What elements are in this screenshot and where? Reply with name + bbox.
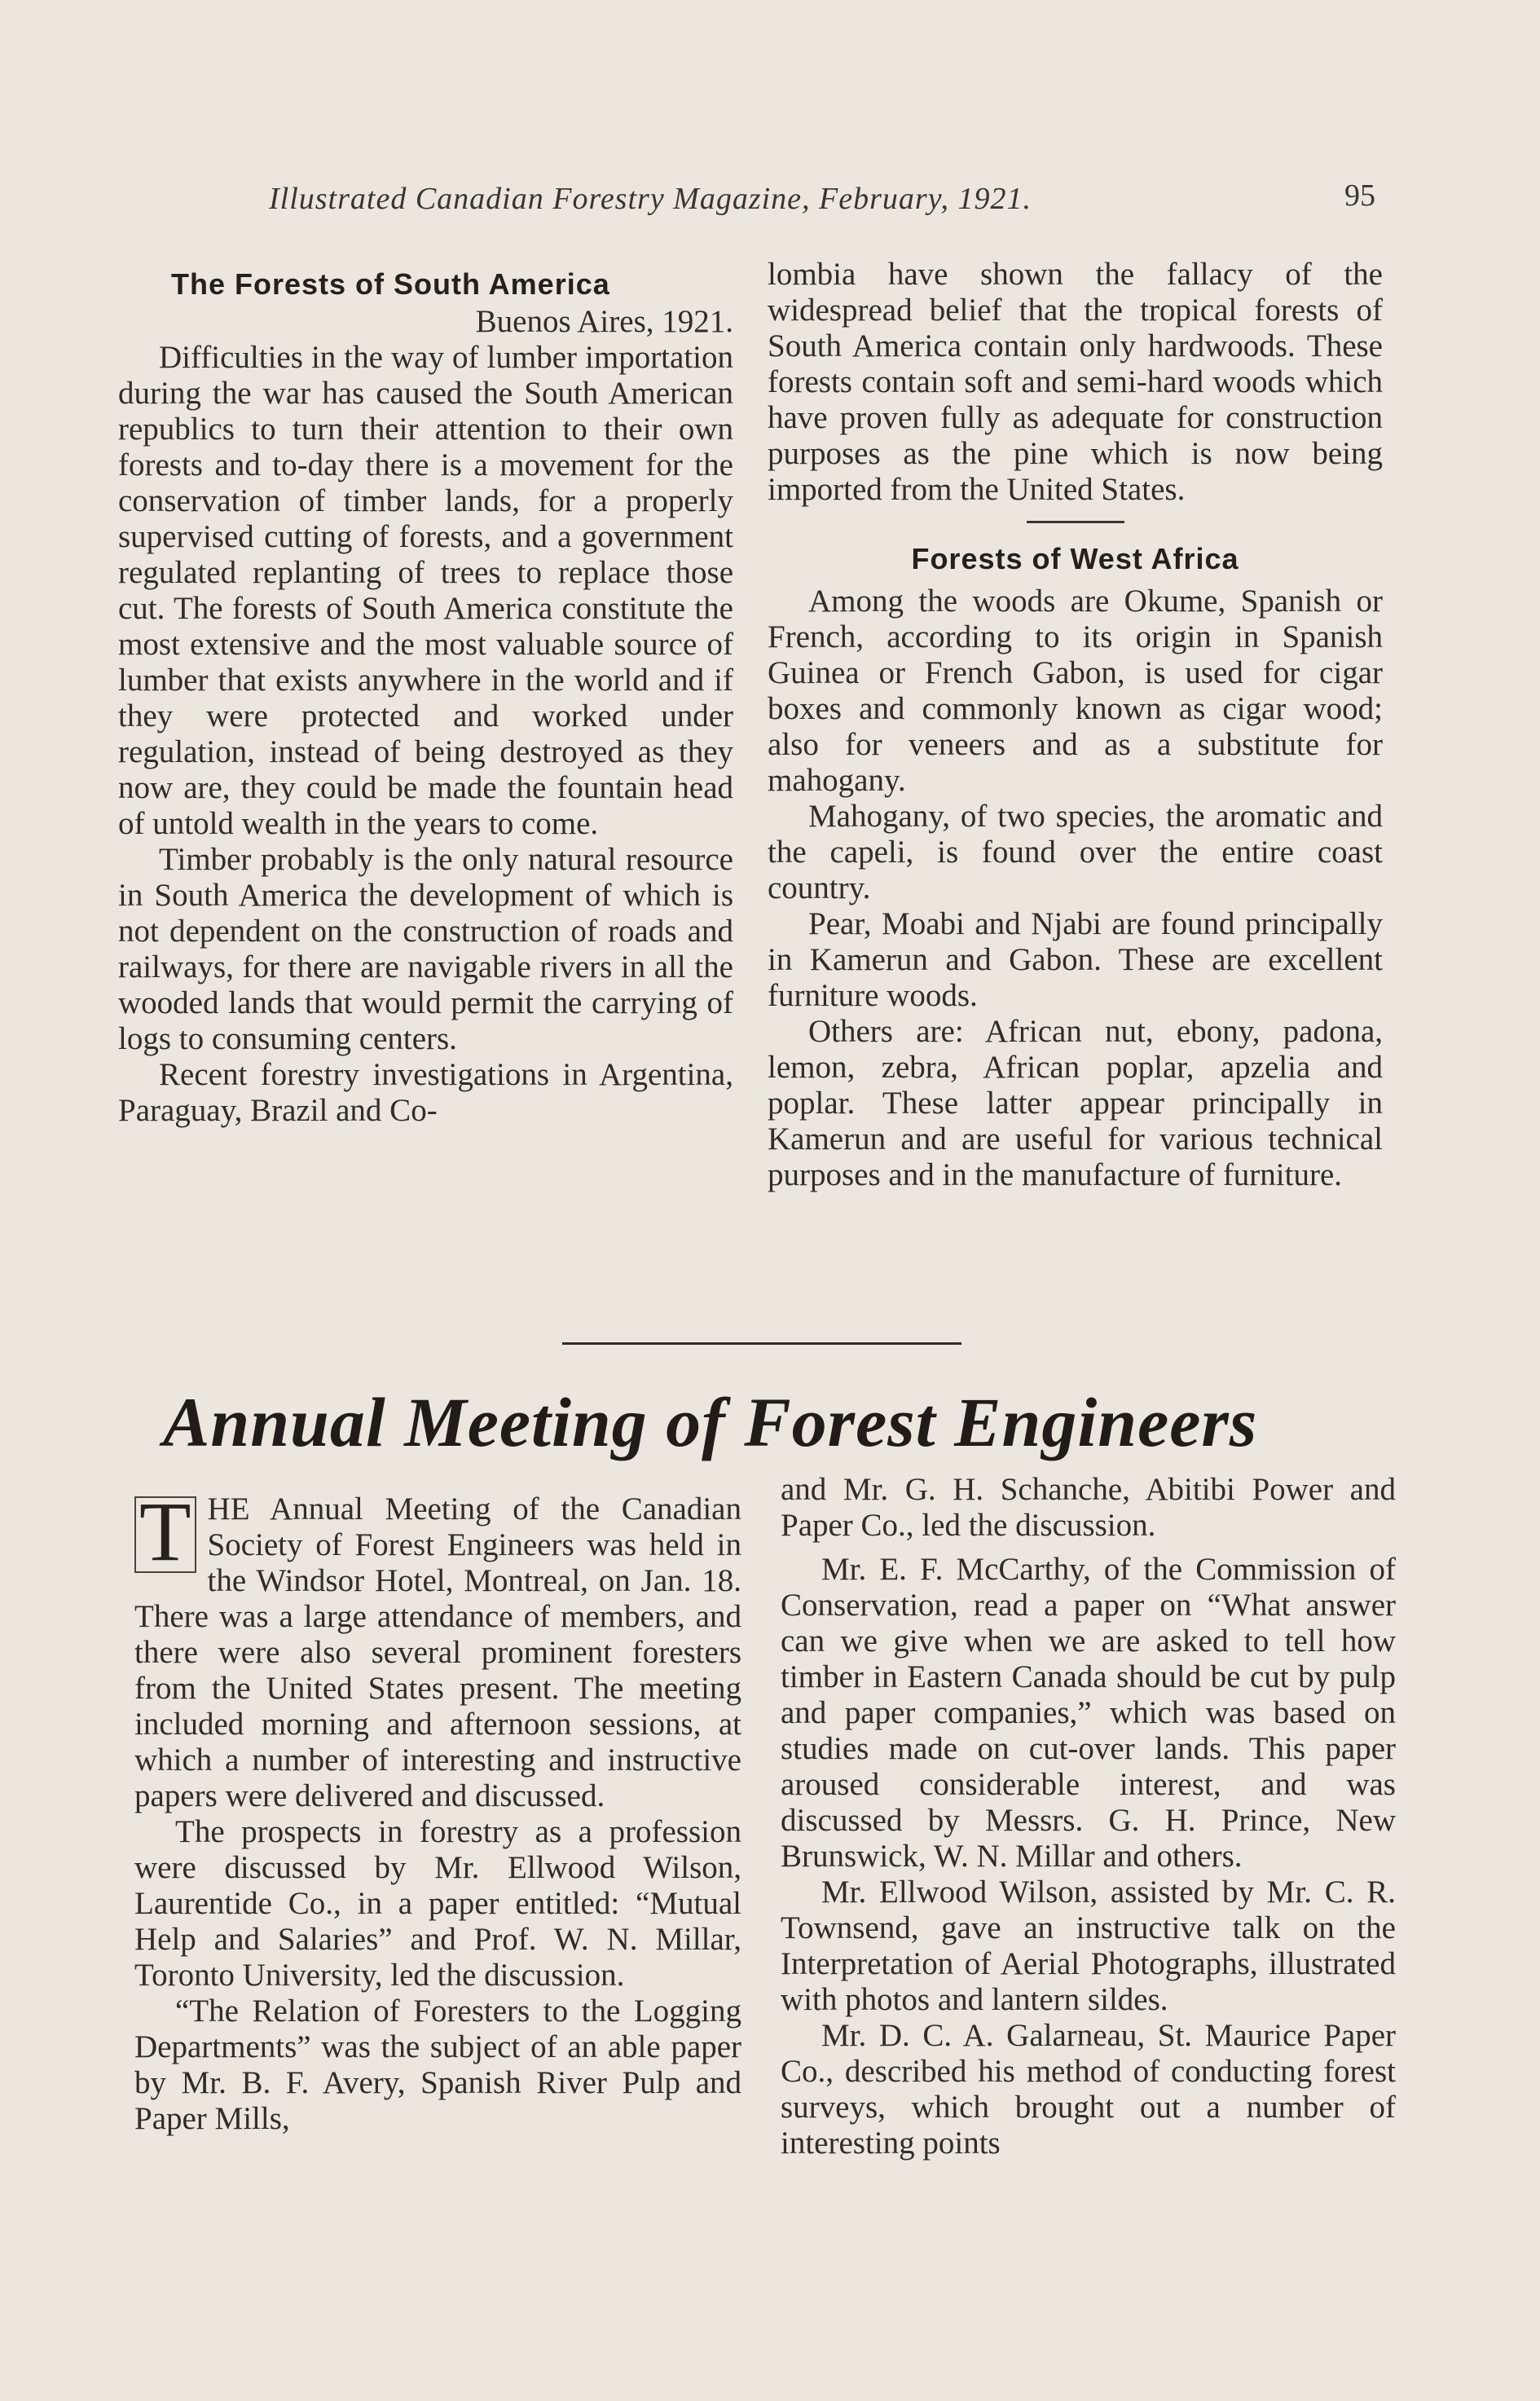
paragraph: Others are: African nut, ebony, padona, lemon, zebra, African poplar, apzelia and poplar. These latter appear principally in Kamerun and are useful for various technical purposes and in the manufacture of furniture. xyxy=(768,1014,1383,1192)
opening-paragraph xyxy=(134,1485,741,1814)
drop-cap: T xyxy=(134,1496,196,1573)
paragraph: Difficulties in the way of lumber importation during the war has caused the South American republics to turn their attention to their own forests and to-day there is a movement for the conservation of timber lands, for a properly supervised cutting of forests, and a government regulated replanting of trees to replace those cut. The forests of South America constitute the most extensive and the most valuable source of lumber that exists anywhere in the world and if they were protected and worked under regulation, instead of being destroyed as they now are, they could be made the fountain head of untold wealth in the years to come. xyxy=(118,340,733,841)
article-headline: Annual Meeting of Forest Engineers xyxy=(163,1383,1258,1461)
annual-meeting-right-column xyxy=(781,1472,1396,2161)
article-divider xyxy=(562,1342,961,1345)
opening-paragraph-text: HE Annual Meeting of the Canadian Society of Forest Engineers was held in the Windsor Hotel, Montreal, on Jan. 18. There was a large attendance of members, and there were also several prominent foresters from the United States present. The meeting included morning and afternoon sessions, at which a number of interesting and instructive papers were delivered and discussed. xyxy=(134,1491,741,1813)
south-america-heading: The Forests of South America xyxy=(171,267,610,301)
west-africa-heading: Forests of West Africa xyxy=(911,542,1239,575)
south-america-article xyxy=(118,265,733,1129)
paragraph: Mahogany, of two species, the aromatic and the capeli, is found over the entire coast country. xyxy=(768,799,1383,905)
upper-right-column xyxy=(768,257,1383,1193)
section-divider xyxy=(1027,521,1124,523)
running-title: Illustrated Canadian Forestry Magazine, February, 1921. xyxy=(269,182,1032,216)
annual-meeting-left-column xyxy=(134,1485,741,2137)
paragraph: Mr. Ellwood Wilson, assisted by Mr. C. R. Townsend, gave an instructive talk on the Interpretation of Aerial Photographs, illustrated with photos and lantern sildes. xyxy=(781,1875,1396,2017)
paragraph: “The Relation of Foresters to the Logging Departments” was the subject of an able paper by Mr. B. F. Avery, Spanish River Pulp and Paper Mills, xyxy=(134,1993,741,2136)
paragraph: Among the woods are Okume, Spanish or French, according to its origin in Spanish Guinea or French Gabon, is used for cigar boxes and commonly known as cigar wood; also for veneers and as a substitute for mahogany. xyxy=(768,584,1383,798)
page-number: 95 xyxy=(1344,178,1375,213)
dateline: Buenos Aires, 1921. xyxy=(475,304,733,339)
continuation-paragraph: and Mr. G. H. Schanche, Abitibi Power and Paper Co., led the discussion. xyxy=(781,1472,1396,1543)
south-america-continuation: lombia have shown the fallacy of the widespread belief that the tropical forests of South America contain only hardwoods. These forests contain soft and semi-hard woods which have proven fully as adequate for construction purposes as the pine which is now being imported from the United States. xyxy=(768,257,1383,507)
paragraph: Pear, Moabi and Njabi are found principally in Kamerun and Gabon. These are excellent furniture woods. xyxy=(768,906,1383,1013)
paragraph: The prospects in forestry as a profession were discussed by Mr. Ellwood Wilson, Laurentide Co., in a paper entitled: “Mutual Help and Salaries” and Prof. W. N. Millar, Toronto University, led the discussion. xyxy=(134,1814,741,1993)
paragraph: Mr. E. F. McCarthy, of the Commission of Conservation, read a paper on “What answer can we give when we are asked to tell how timber in Eastern Canada should be cut by pulp and paper companies,” which was based on studies made on cut-over lands. This paper aroused considerable interest, and was discussed by Messrs. G. H. Prince, New Brunswick, W. N. Millar and others. xyxy=(781,1552,1396,1874)
paragraph: Recent forestry investigations in Argentina, Paraguay, Brazil and Co- xyxy=(118,1057,733,1128)
paragraph: Mr. D. C. A. Galarneau, St. Maurice Paper Co., described his method of conducting forest surveys, which brought out a number of interesting points xyxy=(781,2018,1396,2161)
paragraph: Timber probably is the only natural resource in South America the development of which is not dependent on the construction of roads and railways, for there are navigable rivers in all the wooded lands that would permit the carrying of logs to consuming centers. xyxy=(118,842,733,1056)
